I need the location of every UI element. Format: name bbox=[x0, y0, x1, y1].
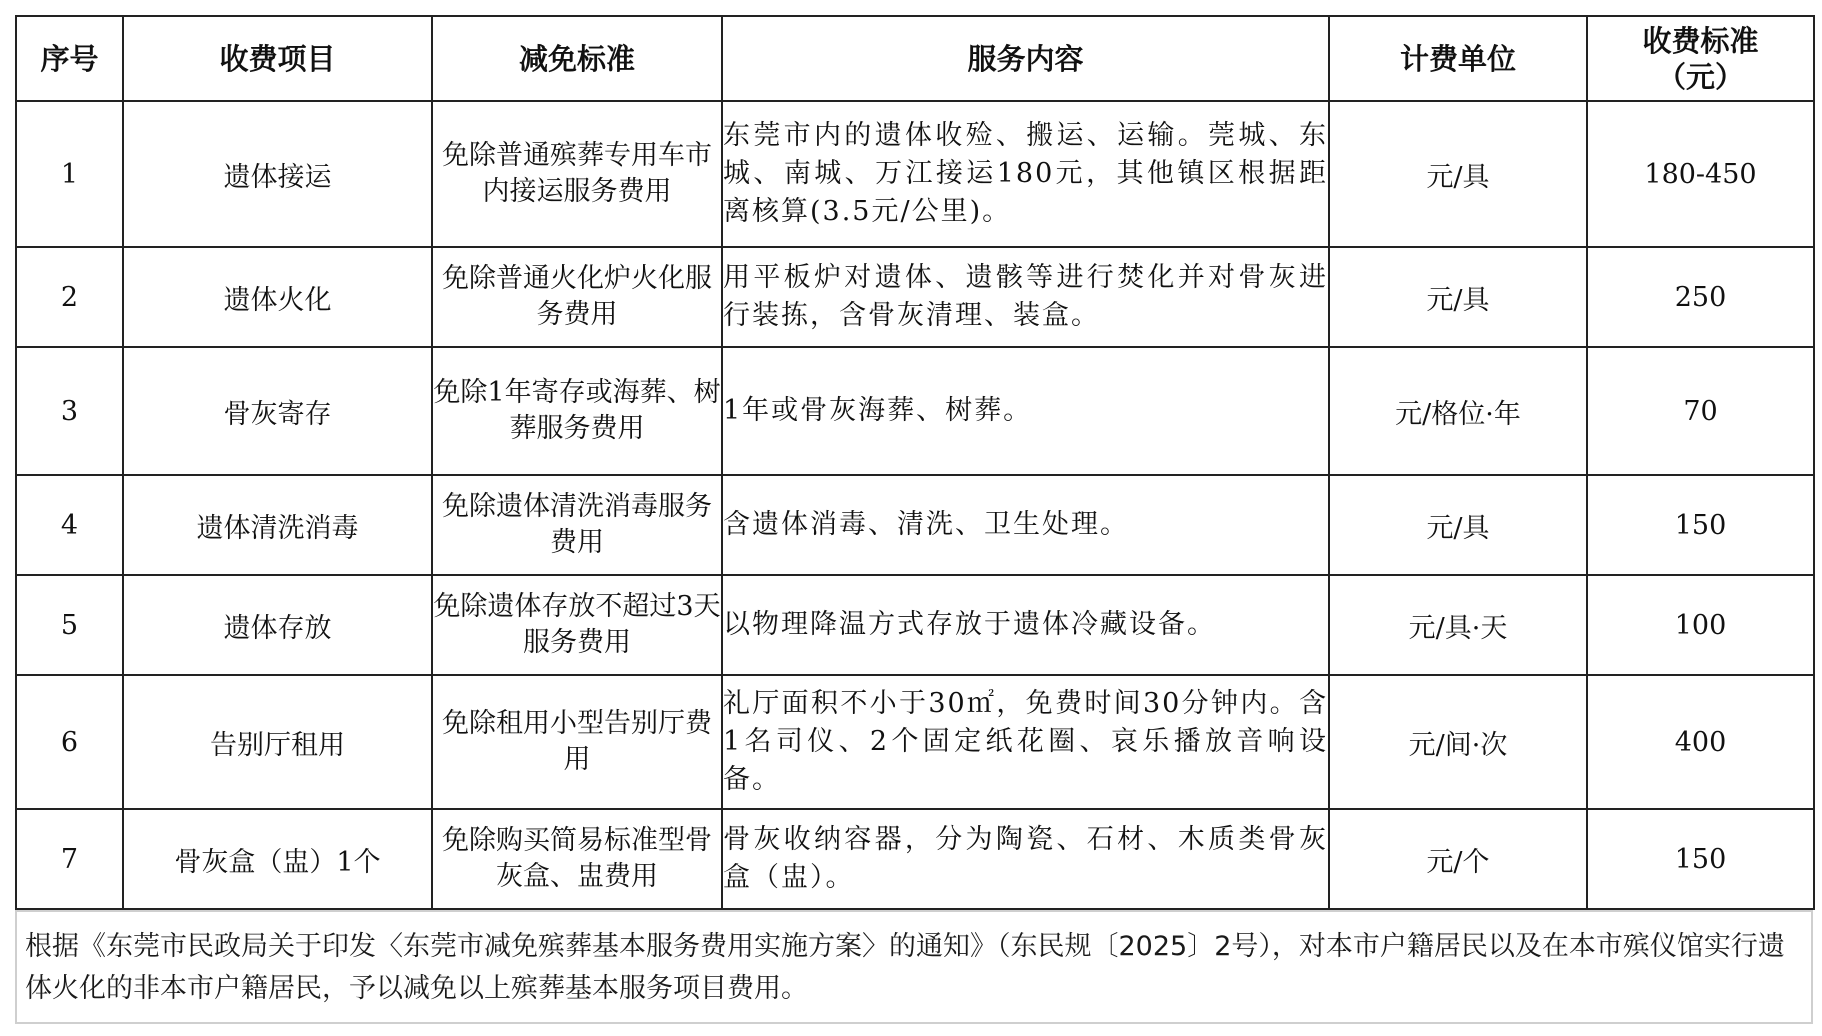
cell-no: 4 bbox=[16, 475, 123, 575]
cell-content: 含遗体消毒、清洗、卫生处理。 bbox=[722, 475, 1329, 575]
cell-unit: 元/具 bbox=[1329, 247, 1587, 347]
table-row bbox=[16, 675, 1814, 809]
cell-waiver: 免除普通火化炉火化服务费用 bbox=[432, 247, 722, 347]
cell-unit: 元/具·天 bbox=[1329, 575, 1587, 675]
cell-item: 骨灰盒（盅）1个 bbox=[123, 809, 432, 909]
cell-fee: 400 bbox=[1587, 675, 1814, 809]
cell-content: 用平板炉对遗体、遗骸等进行焚化并对骨灰进行装拣，含骨灰清理、装盒。 bbox=[722, 247, 1329, 347]
table-row bbox=[16, 575, 1814, 675]
cell-no: 3 bbox=[16, 347, 123, 475]
cell-no: 7 bbox=[16, 809, 123, 909]
cell-waiver: 免除遗体清洗消毒服务费用 bbox=[432, 475, 722, 575]
header-cell-unit: 计费单位 bbox=[1329, 16, 1587, 101]
cell-item: 遗体清洗消毒 bbox=[123, 475, 432, 575]
cell-fee: 150 bbox=[1587, 475, 1814, 575]
cell-no: 2 bbox=[16, 247, 123, 347]
table-row bbox=[16, 347, 1814, 475]
cell-content: 1年或骨灰海葬、树葬。 bbox=[722, 347, 1329, 475]
cell-fee: 180-450 bbox=[1587, 101, 1814, 247]
cell-fee: 250 bbox=[1587, 247, 1814, 347]
fee-table bbox=[15, 15, 1815, 910]
cell-item: 骨灰寄存 bbox=[123, 347, 432, 475]
table-row bbox=[16, 475, 1814, 575]
cell-no: 5 bbox=[16, 575, 123, 675]
cell-waiver: 免除遗体存放不超过3天服务费用 bbox=[432, 575, 722, 675]
cell-content: 东莞市内的遗体收殓、搬运、运输。莞城、东城、南城、万江接运180元，其他镇区根据距离核算(3.5元/公里)。 bbox=[722, 101, 1329, 247]
header-cell-content: 服务内容 bbox=[722, 16, 1329, 101]
table-row bbox=[16, 809, 1814, 909]
cell-content: 以物理降温方式存放于遗体冷藏设备。 bbox=[722, 575, 1329, 675]
cell-waiver: 免除普通殡葬专用车市内接运服务费用 bbox=[432, 101, 722, 247]
cell-item: 遗体接运 bbox=[123, 101, 432, 247]
cell-waiver: 免除租用小型告别厅费用 bbox=[432, 675, 722, 809]
cell-item: 遗体存放 bbox=[123, 575, 432, 675]
cell-fee: 150 bbox=[1587, 809, 1814, 909]
cell-content: 骨灰收纳容器，分为陶瓷、石材、木质类骨灰盒（盅）。 bbox=[722, 809, 1329, 909]
policy-footnote: 根据《东莞市民政局关于印发〈东莞市减免殡葬基本服务费用实施方案〉的通知》（东民规〔2025〕2号），对本市户籍居民以及在本市殡仪馆实行遗体火化的非本市户籍居民，予以减免以上殡葬基本服务项目费用。 bbox=[15, 910, 1813, 1024]
cell-item: 告别厅租用 bbox=[123, 675, 432, 809]
header-cell-item: 收费项目 bbox=[123, 16, 432, 101]
cell-unit: 元/格位·年 bbox=[1329, 347, 1587, 475]
header-row bbox=[16, 16, 1814, 101]
header-cell-no: 序号 bbox=[16, 16, 123, 101]
header-cell-fee: 收费标准（元） bbox=[1587, 16, 1814, 101]
cell-waiver: 免除1年寄存或海葬、树葬服务费用 bbox=[432, 347, 722, 475]
header-cell-waiver: 减免标准 bbox=[432, 16, 722, 101]
cell-waiver: 免除购买简易标准型骨灰盒、盅费用 bbox=[432, 809, 722, 909]
cell-fee: 100 bbox=[1587, 575, 1814, 675]
cell-content: 礼厅面积不小于30㎡，免费时间30分钟内。含1名司仪、2个固定纸花圈、哀乐播放音响设备。 bbox=[722, 675, 1329, 809]
table-body bbox=[16, 101, 1814, 909]
cell-no: 1 bbox=[16, 101, 123, 247]
cell-unit: 元/间·次 bbox=[1329, 675, 1587, 809]
cell-unit: 元/具 bbox=[1329, 101, 1587, 247]
cell-no: 6 bbox=[16, 675, 123, 809]
cell-fee: 70 bbox=[1587, 347, 1814, 475]
table-row bbox=[16, 247, 1814, 347]
table-row bbox=[16, 101, 1814, 247]
cell-item: 遗体火化 bbox=[123, 247, 432, 347]
cell-unit: 元/具 bbox=[1329, 475, 1587, 575]
cell-unit: 元/个 bbox=[1329, 809, 1587, 909]
